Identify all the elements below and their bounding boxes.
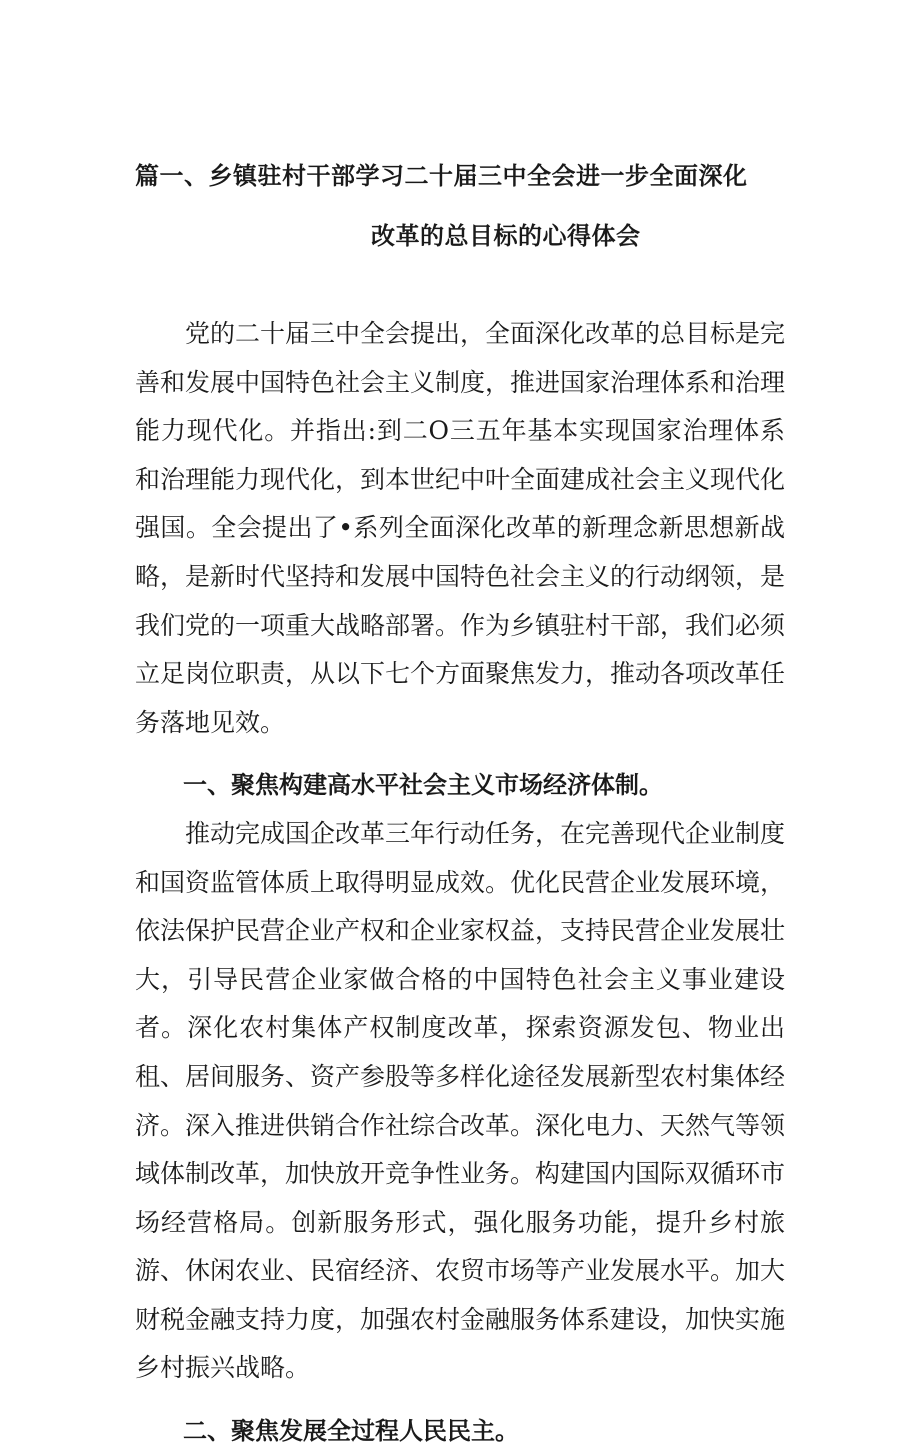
document-title-line-2: 改革的总目标的心得体会 — [371, 222, 641, 250]
document-title-line-1: 篇一、乡镇驻村干部学习二十届三中全会进一步全面深化 — [135, 162, 748, 190]
intro-paragraph: 党的二十届三中全会提出，全面深化改革的总目标是完善和发展中国特色社会主义制度，推进国家治理体系和治理能力现代化。并指出:到二O三五年基本实现国家治理体系和治理能力现代化，到本世纪中叶全面建成社会主义现代化强国。全会提出了•系列全面深化改革的新理念新思想新战略，是新时代坚持和发展中国特色社会主义的行动纲领，是我们党的一项重大战略部署。作为乡镇驻村干部，我们必须立足岗位职责，从以下七个方面聚焦发力，推动各项改革任务落地见效。 — [135, 319, 786, 737]
section-1-paragraph: 推动完成国企改革三年行动任务，在完善现代企业制度和国资监管体质上取得明显成效。优化民营企业发展环境，依法保护民营企业产权和企业家权益，支持民营企业发展壮大，引导民营企业家做合格的中国特色社会主义事业建设者。深化农村集体产权制度改革，探索资源发包、物业出租、居间服务、资产参股等多样化途径发展新型农村集体经济。深入推进供销合作社综合改革。深化电力、天然气等领域体制改革，加快放开竞争性业务。构建国内国际双循环市场经营格局。创新服务形式，强化服务功能，提升乡村旅游、休闲农业、民宿经济、农贸市场等产业发展水平。加大财税金融支持力度，加强农村金融服务体系建设，加快实施乡村振兴战略。 — [135, 818, 786, 1383]
section-1-heading: 一、聚焦构建高水平社会主义市场经济体制。 — [183, 771, 663, 800]
section-2-heading: 二、聚焦发展全过程人民民主。 — [183, 1417, 519, 1446]
document-body — [135, 310, 785, 1456]
